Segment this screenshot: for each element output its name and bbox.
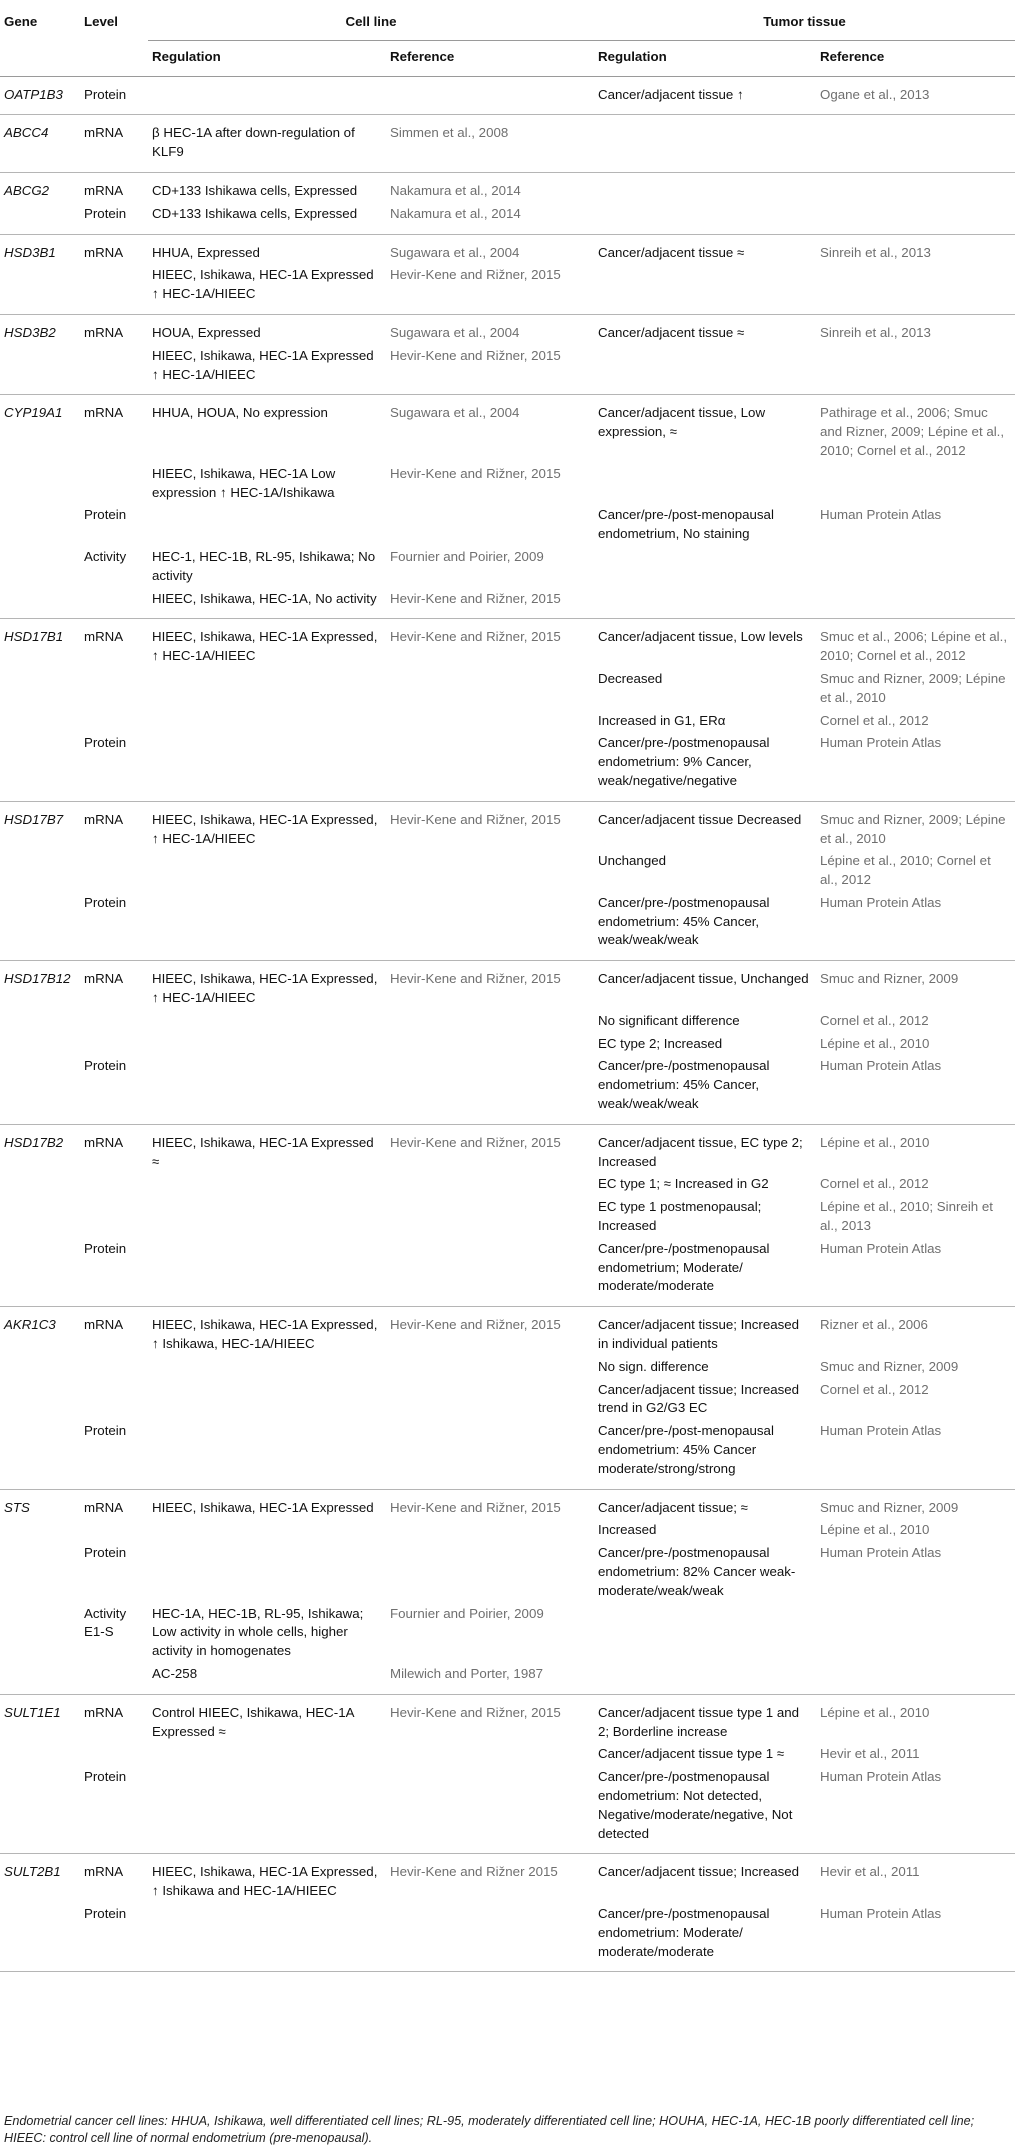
tumor-regulation xyxy=(594,586,816,619)
table-row xyxy=(0,395,1015,461)
cell-line-regulation xyxy=(148,76,386,115)
table-row xyxy=(0,1008,1015,1031)
tumor-reference: Smuc and Rizner, 2009 xyxy=(820,1499,959,1515)
cell-line-regulation: HIEEC, Ishikawa, HEC-1A Expressed, ↑ HEC-1A/HIEEC xyxy=(152,629,378,664)
tumor-reference: Smuc and Rizner, 2009 xyxy=(820,1358,959,1374)
level-cell: Protein xyxy=(80,1053,148,1124)
cell-line-reference xyxy=(386,1031,594,1054)
cell-line-reference: Hevir-Kene and Rižner, 2015 xyxy=(390,1704,561,1720)
gene-name: STS xyxy=(0,1489,80,1694)
tumor-regulation: Decreased xyxy=(598,670,663,686)
tumor-regulation: Cancer/adjacent tissue type 1 and 2; Borderline increase xyxy=(598,1704,800,1739)
tumor-regulation: Cancer/adjacent tissue type 1 ≈ xyxy=(598,1746,785,1762)
gene-name: HSD3B1 xyxy=(0,234,80,314)
tumor-regulation xyxy=(594,201,816,234)
cell-line-regulation: β HEC-1A after down-regulation of KLF9 xyxy=(148,115,386,173)
cell-line-reference xyxy=(386,1236,594,1307)
level-cell: Protein xyxy=(80,76,148,115)
gene-name: SULT2B1 xyxy=(0,1854,80,1972)
tumor-regulation: Cancer/adjacent tissue, EC type 2; Increased xyxy=(598,1134,803,1169)
tumor-reference xyxy=(816,586,1015,619)
cell-line-regulation xyxy=(148,1901,386,1972)
tumor-regulation: Cancer/adjacent tissue ≈ xyxy=(598,244,745,260)
tumor-reference: Human Protein Atlas xyxy=(816,1901,1015,1972)
tumor-reference: Human Protein Atlas xyxy=(816,1418,1015,1489)
table-row xyxy=(0,1489,1015,1517)
cell-line-regulation xyxy=(148,1517,386,1540)
table-row xyxy=(0,172,1015,200)
table-row xyxy=(0,708,1015,731)
tumor-reference xyxy=(816,115,1015,173)
cell-line-reference: Sugawara et al., 2004 xyxy=(390,405,520,421)
level-cell xyxy=(80,1354,148,1377)
table-row xyxy=(0,1354,1015,1377)
tumor-reference: Smuc and Rizner, 2009; Lépine et al., 2010 xyxy=(820,670,1006,705)
level-cell xyxy=(80,1517,148,1540)
tumor-reference: Sinreih et al., 2013 xyxy=(820,244,931,260)
tumor-regulation: Cancer/pre-/post-menopausal endometrium, No staining xyxy=(598,507,774,542)
cell-line-regulation: HIEEC, Ishikawa, HEC-1A Expressed ≈ xyxy=(152,1134,374,1169)
cell-line-reference: Hevir-Kene and Rižner, 2015 xyxy=(386,343,594,395)
tumor-reference: Human Protein Atlas xyxy=(820,507,942,523)
tumor-regulation: Cancer/pre-/postmenopausal endometrium: 45% Cancer, weak/weak/weak xyxy=(594,1053,816,1124)
cell-line-regulation: HIEEC, Ishikawa, HEC-1A Expressed xyxy=(152,1499,374,1515)
cell-line-reference: Hevir-Kene and Rižner, 2015 xyxy=(390,971,561,987)
table-row xyxy=(0,666,1015,708)
cell-line-regulation xyxy=(148,848,386,890)
table-row xyxy=(0,1854,1015,1901)
header-tumor-reference: Reference xyxy=(816,40,1015,76)
tumor-regulation: No significant difference xyxy=(598,1012,740,1028)
tumor-reference: Lépine et al., 2010 xyxy=(820,1134,930,1150)
cell-line-reference xyxy=(386,1053,594,1124)
tumor-reference xyxy=(816,1661,1015,1694)
table-row xyxy=(0,262,1015,314)
cell-line-reference: Hevir-Kene and Rižner, 2015 xyxy=(390,465,561,481)
tumor-regulation xyxy=(594,172,816,200)
table-row xyxy=(0,619,1015,666)
table-row xyxy=(0,1764,1015,1854)
level-cell xyxy=(80,262,148,314)
cell-line-regulation xyxy=(148,730,386,801)
cell-line-reference xyxy=(386,1540,594,1600)
tumor-reference: Hevir et al., 2011 xyxy=(820,1864,920,1880)
tumor-regulation: Cancer/pre-/postmenopausal endometrium: 45% Cancer, weak/weak/weak xyxy=(594,890,816,961)
tumor-reference xyxy=(816,343,1015,395)
cell-line-regulation xyxy=(148,1171,386,1194)
table-row xyxy=(0,1517,1015,1540)
tumor-regulation: EC type 1 postmenopausal; Increased xyxy=(598,1199,762,1234)
gene-name: OATP1B3 xyxy=(0,76,80,115)
cell-line-reference: Sugawara et al., 2004 xyxy=(390,244,520,260)
level-cell xyxy=(80,848,148,890)
cell-line-reference: Hevir-Kene and Rižner 2015 xyxy=(390,1864,558,1880)
cell-line-reference: Hevir-Kene and Rižner, 2015 xyxy=(390,1317,561,1333)
tumor-reference: Lépine et al., 2010 xyxy=(820,1522,930,1538)
tumor-regulation xyxy=(594,343,816,395)
tumor-regulation: EC type 1; ≈ Increased in G2 xyxy=(598,1176,769,1192)
gene-name: ABCC4 xyxy=(0,115,80,173)
tumor-regulation xyxy=(594,115,816,173)
cell-line-regulation: HIEEC, Ishikawa, HEC-1A Expressed, ↑ HEC-1A/HIEEC xyxy=(152,971,378,1006)
level-cell: mRNA xyxy=(84,629,124,645)
level-cell: Activity E1-S xyxy=(84,1605,127,1640)
cell-line-regulation xyxy=(148,1540,386,1600)
tumor-regulation: Cancer/pre-/postmenopausal endometrium: Not detected, Negative/moderate/negative, Not detected xyxy=(594,1764,816,1854)
level-cell: mRNA xyxy=(84,1134,124,1150)
cell-line-regulation xyxy=(148,708,386,731)
tumor-regulation: Cancer/adjacent tissue; Increased xyxy=(598,1864,800,1880)
level-cell xyxy=(80,1171,148,1194)
tumor-reference: Lépine et al., 2010; Sinreih et al., 2013 xyxy=(820,1199,993,1234)
gene-name: HSD17B2 xyxy=(0,1124,80,1306)
level-cell xyxy=(80,1008,148,1031)
cell-line-reference xyxy=(386,1194,594,1236)
table-row xyxy=(0,1901,1015,1972)
tumor-regulation: No sign. difference xyxy=(598,1358,709,1374)
tumor-reference: Cornel et al., 2012 xyxy=(820,1176,929,1192)
tumor-reference: Cornel et al., 2012 xyxy=(820,1381,929,1397)
level-cell: Protein xyxy=(80,1418,148,1489)
tumor-reference: Pathirage et al., 2006; Smuc and Rizner, 2009; Lépine et al., 2010; Cornel et al., 2012 xyxy=(820,405,1005,458)
table-row xyxy=(0,201,1015,234)
cell-line-reference: Hevir-Kene and Rižner, 2015 xyxy=(386,262,594,314)
header-tumor-tissue: Tumor tissue xyxy=(594,0,1015,40)
gene-name: SULT1E1 xyxy=(0,1694,80,1854)
table-row xyxy=(0,76,1015,115)
header-level: Level xyxy=(80,0,148,76)
cell-line-regulation xyxy=(148,890,386,961)
table-row xyxy=(0,1194,1015,1236)
cell-line-reference xyxy=(386,502,594,544)
level-cell: Protein xyxy=(80,201,148,234)
table-row xyxy=(0,1418,1015,1489)
table-row xyxy=(0,1171,1015,1194)
tumor-regulation: Cancer/adjacent tissue ≈ xyxy=(598,324,745,340)
gene-name: ABCG2 xyxy=(0,172,80,234)
tumor-reference: Ogane et al., 2013 xyxy=(816,76,1015,115)
cell-line-reference xyxy=(386,1418,594,1489)
cell-line-reference xyxy=(386,1008,594,1031)
level-cell: Protein xyxy=(80,730,148,801)
table-row xyxy=(0,343,1015,395)
tumor-regulation: Cancer/adjacent tissue, Unchanged xyxy=(598,971,809,987)
cell-line-regulation xyxy=(148,1236,386,1307)
level-cell xyxy=(80,586,148,619)
cell-line-regulation: HHUA, Expressed xyxy=(152,244,260,260)
table-row xyxy=(0,1053,1015,1124)
tumor-reference: Human Protein Atlas xyxy=(816,1764,1015,1854)
cell-line-reference: Sugawara et al., 2004 xyxy=(390,324,520,340)
cell-line-regulation: HHUA, HOUA, No expression xyxy=(152,405,328,421)
header-cell-line: Cell line xyxy=(148,0,594,40)
table-row xyxy=(0,544,1015,586)
level-cell: Protein xyxy=(80,1764,148,1854)
tumor-reference xyxy=(816,172,1015,200)
level-cell: mRNA xyxy=(84,1499,124,1515)
table-row xyxy=(0,1741,1015,1764)
table-row xyxy=(0,234,1015,262)
level-cell xyxy=(80,461,148,503)
header-tumor-regulation: Regulation xyxy=(594,40,816,76)
cell-line-regulation xyxy=(148,1741,386,1764)
table-row xyxy=(0,801,1015,848)
level-cell: mRNA xyxy=(84,182,124,198)
table-row xyxy=(0,1661,1015,1694)
level-cell xyxy=(80,708,148,731)
header-gene: Gene xyxy=(0,0,80,76)
cell-line-reference: Hevir-Kene and Rižner, 2015 xyxy=(390,629,561,645)
cell-line-regulation: HIEEC, Ishikawa, HEC-1A Expressed, ↑ Ishikawa, HEC-1A/HIEEC xyxy=(152,1317,378,1352)
cell-line-reference xyxy=(386,1377,594,1419)
header-cell-regulation: Regulation xyxy=(148,40,386,76)
cell-line-regulation: AC-258 xyxy=(148,1661,386,1694)
table-row xyxy=(0,1124,1015,1171)
tumor-reference: Lépine et al., 2010 xyxy=(820,1035,930,1051)
tumor-regulation xyxy=(594,461,816,503)
tumor-regulation: Cancer/adjacent tissue; ≈ xyxy=(598,1499,748,1515)
cell-line-regulation xyxy=(148,502,386,544)
table-row xyxy=(0,1031,1015,1054)
cell-line-regulation: HEC-1A, HEC-1B, RL-95, Ishikawa; Low activity in whole cells, higher activity in homogenates xyxy=(152,1605,364,1659)
table-row xyxy=(0,961,1015,1008)
tumor-reference: Lépine et al., 2010; Cornel et al., 2012 xyxy=(820,853,991,888)
tumor-regulation: Cancer/adjacent tissue ↑ xyxy=(594,76,816,115)
tumor-reference: Hevir et al., 2011 xyxy=(820,1746,920,1762)
tumor-reference xyxy=(816,461,1015,503)
tumor-reference: Human Protein Atlas xyxy=(816,1053,1015,1124)
tumor-regulation: EC type 2; Increased xyxy=(598,1035,723,1051)
level-cell: mRNA xyxy=(84,324,124,340)
level-cell xyxy=(80,1741,148,1764)
cell-line-reference: Nakamura et al., 2014 xyxy=(390,182,521,198)
tumor-reference: Human Protein Atlas xyxy=(820,1545,942,1561)
level-cell: Protein xyxy=(84,507,127,523)
level-cell: Protein xyxy=(80,1901,148,1972)
tumor-reference: Cornel et al., 2012 xyxy=(820,1012,929,1028)
tumor-regulation: Cancer/pre-/postmenopausal endometrium: 9% Cancer, weak/negative/negative xyxy=(594,730,816,801)
cell-line-regulation xyxy=(148,1764,386,1854)
tumor-reference: Human Protein Atlas xyxy=(816,890,1015,961)
cell-line-regulation: HIEEC, Ishikawa, HEC-1A Expressed ↑ HEC-1A/HIEEC xyxy=(148,343,386,395)
cell-line-regulation xyxy=(148,1194,386,1236)
cell-line-reference: Hevir-Kene and Rižner, 2015 xyxy=(386,586,594,619)
cell-line-reference xyxy=(386,848,594,890)
tumor-regulation: Cancer/adjacent tissue; Increased trend in G2/G3 EC xyxy=(598,1381,800,1416)
cell-line-reference xyxy=(386,666,594,708)
level-cell xyxy=(80,1377,148,1419)
table-row xyxy=(0,1307,1015,1354)
table-row xyxy=(0,461,1015,503)
tumor-reference: Smuc and Rizner, 2009 xyxy=(820,971,959,987)
gene-name: HSD17B7 xyxy=(0,801,80,961)
tumor-regulation: Cancer/pre-/postmenopausal endometrium: 82% Cancer weak-moderate/weak/weak xyxy=(598,1545,796,1598)
table-footnote: Endometrial cancer cell lines: HHUA, Ishikawa, well differentiated cell lines; RL-95, moderately differentiated cell line; HOUHA, HEC-1A, HEC-1B poorly differentiated cell line; HIEEC: control cell line of normal endometrium (pre-menopausal). xyxy=(4,2114,975,2145)
tumor-regulation: Cancer/pre-/postmenopausal endometrium; Moderate/ moderate/moderate xyxy=(594,1236,816,1307)
table-row xyxy=(0,890,1015,961)
tumor-reference: Human Protein Atlas xyxy=(816,1236,1015,1307)
tumor-reference: Smuc et al., 2006; Lépine et al., 2010; Cornel et al., 2012 xyxy=(820,629,1008,664)
level-cell: Protein xyxy=(84,1545,127,1561)
table-row xyxy=(0,115,1015,173)
cell-line-regulation: CD+133 Ishikawa cells, Expressed xyxy=(148,201,386,234)
level-cell xyxy=(80,1194,148,1236)
cell-line-reference xyxy=(386,1171,594,1194)
cell-line-reference: Fournier and Poirier, 2009 xyxy=(390,1605,544,1621)
tumor-reference: Human Protein Atlas xyxy=(816,730,1015,801)
cell-line-reference: Hevir-Kene and Rižner, 2015 xyxy=(390,811,561,827)
tumor-reference xyxy=(816,201,1015,234)
tumor-regulation: Cancer/adjacent tissue; Increased in individual patients xyxy=(598,1317,800,1352)
cell-line-regulation: HIEEC, Ishikawa, HEC-1A Low expression ↑ HEC-1A/Ishikawa xyxy=(152,465,336,500)
header-cell-reference: Reference xyxy=(386,40,594,76)
level-cell: Protein xyxy=(80,1236,148,1307)
table-row xyxy=(0,1236,1015,1307)
tumor-regulation: Cancer/pre-/postmenopausal endometrium: Moderate/ moderate/moderate xyxy=(594,1901,816,1972)
cell-line-regulation xyxy=(148,1377,386,1419)
cell-line-regulation: HIEEC, Ishikawa, HEC-1A, No activity xyxy=(148,586,386,619)
tumor-regulation xyxy=(594,1661,816,1694)
tumor-regulation: Cancer/adjacent tissue Decreased xyxy=(598,811,802,827)
cell-line-regulation: HEC-1, HEC-1B, RL-95, Ishikawa; No activity xyxy=(152,548,376,583)
cell-line-reference: Nakamura et al., 2014 xyxy=(386,201,594,234)
tumor-reference: Cornel et al., 2012 xyxy=(820,712,929,728)
level-cell xyxy=(80,666,148,708)
gene-name: CYP19A1 xyxy=(0,395,80,619)
tumor-reference: Smuc and Rizner, 2009; Lépine et al., 2010 xyxy=(820,811,1006,846)
tumor-reference: Lépine et al., 2010 xyxy=(820,1704,930,1720)
level-cell: mRNA xyxy=(84,1317,124,1333)
level-cell: Protein xyxy=(80,890,148,961)
level-cell: mRNA xyxy=(84,1864,124,1880)
cell-line-regulation: HOUA, Expressed xyxy=(152,324,261,340)
tumor-reference xyxy=(816,262,1015,314)
tumor-regulation xyxy=(594,544,816,586)
tumor-regulation: Increased in G1, ERα xyxy=(598,712,726,728)
tumor-regulation: Cancer/adjacent tissue, Low levels xyxy=(598,629,803,645)
tumor-reference xyxy=(816,1601,1015,1661)
level-cell: mRNA xyxy=(84,971,124,987)
level-cell: mRNA xyxy=(80,115,148,173)
cell-line-regulation xyxy=(148,1418,386,1489)
table-row xyxy=(0,314,1015,342)
header-row-group xyxy=(0,0,1015,40)
cell-line-regulation xyxy=(148,1053,386,1124)
header-row-sub xyxy=(0,40,1015,76)
cell-line-reference: Fournier and Poirier, 2009 xyxy=(390,548,544,564)
gene-name: AKR1C3 xyxy=(0,1307,80,1489)
cell-line-reference: Hevir-Kene and Rižner, 2015 xyxy=(390,1134,561,1150)
table-row xyxy=(0,1377,1015,1419)
table-row xyxy=(0,1540,1015,1600)
cell-line-regulation: Control HIEEC, Ishikawa, HEC-1A Expressed ≈ xyxy=(152,1704,354,1739)
level-cell: Activity xyxy=(84,548,127,564)
table-row xyxy=(0,1694,1015,1741)
tumor-reference: Rizner et al., 2006 xyxy=(820,1317,928,1333)
cell-line-regulation xyxy=(148,1008,386,1031)
level-cell xyxy=(80,343,148,395)
gene-name: HSD17B12 xyxy=(0,961,80,1125)
level-cell: mRNA xyxy=(84,405,124,421)
tumor-reference xyxy=(816,544,1015,586)
table-row xyxy=(0,502,1015,544)
cell-line-regulation xyxy=(148,1031,386,1054)
tumor-regulation: Cancer/adjacent tissue, Low expression, ≈ xyxy=(598,405,766,440)
cell-line-reference: Simmen et al., 2008 xyxy=(386,115,594,173)
tumor-regulation: Increased xyxy=(598,1522,657,1538)
cell-line-reference xyxy=(386,890,594,961)
tumor-regulation xyxy=(594,1601,816,1661)
cell-line-reference xyxy=(386,1901,594,1972)
level-cell: mRNA xyxy=(84,1704,124,1720)
gene-name: HSD3B2 xyxy=(0,314,80,394)
tumor-reference: Sinreih et al., 2013 xyxy=(820,324,931,340)
table-body xyxy=(0,76,1015,1972)
cell-line-reference xyxy=(386,1354,594,1377)
cell-line-regulation xyxy=(148,666,386,708)
table-row xyxy=(0,848,1015,890)
cell-line-regulation xyxy=(148,1354,386,1377)
cell-line-reference xyxy=(386,1517,594,1540)
level-cell: mRNA xyxy=(84,244,124,260)
cell-line-reference: Hevir-Kene and Rižner, 2015 xyxy=(390,1499,561,1515)
tumor-regulation: Unchanged xyxy=(598,853,667,869)
table-row xyxy=(0,1601,1015,1661)
level-cell: mRNA xyxy=(84,811,124,827)
level-cell xyxy=(80,1031,148,1054)
level-cell xyxy=(80,1661,148,1694)
cell-line-regulation: HIEEC, Ishikawa, HEC-1A Expressed, ↑ HEC-1A/HIEEC xyxy=(152,811,378,846)
cell-line-reference xyxy=(386,708,594,731)
gene-name: HSD17B1 xyxy=(0,619,80,801)
table-row xyxy=(0,586,1015,619)
cell-line-reference xyxy=(386,730,594,801)
tumor-regulation xyxy=(594,262,816,314)
cell-line-regulation: HIEEC, Ishikawa, HEC-1A Expressed ↑ HEC-1A/HIEEC xyxy=(148,262,386,314)
cell-line-regulation: HIEEC, Ishikawa, HEC-1A Expressed, ↑ Ishikawa and HEC-1A/HIEEC xyxy=(152,1864,378,1899)
tumor-regulation: Cancer/pre-/post-menopausal endometrium: 45% Cancer moderate/strong/strong xyxy=(594,1418,816,1489)
cell-line-reference: Milewich and Porter, 1987 xyxy=(386,1661,594,1694)
table-row xyxy=(0,730,1015,801)
cell-line-reference xyxy=(386,1741,594,1764)
cell-line-reference xyxy=(386,1764,594,1854)
cell-line-reference xyxy=(386,76,594,115)
cell-line-regulation: CD+133 Ishikawa cells, Expressed xyxy=(152,182,358,198)
